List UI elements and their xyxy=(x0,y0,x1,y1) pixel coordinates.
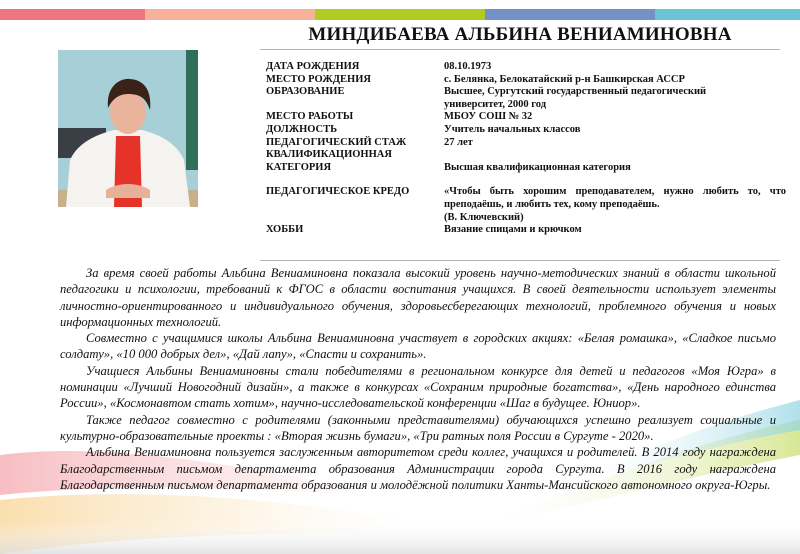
portrait-photo xyxy=(58,50,198,207)
info-label: ХОББИ xyxy=(266,224,304,236)
bio-paragraph: За время своей работы Альбина Вениаминовна показала высокий уровень научно-методических знаний в области школьной педагогики и психологии, требований к ФГОС в области воспитания учащихся. В своей деятельности использует элементы личностно-ориентированного и индивидуального обучения, здоровьесберегающих технологий, проблемного обучения и новых информационных технологий. xyxy=(60,266,776,329)
info-row-credo xyxy=(266,186,786,224)
bio-paragraph: Совместно с учащимися школы Альбина Вениаминовна участвует в городских акциях: «Белая ромашка», «Сладкое письмо солдату», «10 000 добрых дел», «Дай лапу», «Спасти и сохранить». xyxy=(60,331,776,362)
info-row-birth-place xyxy=(266,74,786,87)
portrait-illustration xyxy=(58,50,198,207)
bio-paragraph: Учащиеся Альбины Вениаминовны стали победителями в региональном конкурсе для детей и педагогов «Моя Югра» в номинации «Лучший Новогодний дизайн», а также в конкурсах «Сохраним природные богатства», «День народного единства России», «Космонавтом стать хотим», научно-исследовательской конференции «Шаг в будущее. Юниор». xyxy=(60,363,776,411)
info-value: МБОУ СОШ № 32 xyxy=(444,111,533,123)
strip-segment-cyan xyxy=(655,9,800,20)
info-value xyxy=(444,186,786,224)
info-value: с. Белянка, Белокатайский р-н Башкирская АССР xyxy=(444,73,685,85)
info-label: ПЕДАГОГИЧЕСКОЕ КРЕДО xyxy=(266,186,410,198)
spacer xyxy=(266,174,786,186)
biography-text xyxy=(60,265,776,493)
info-label: ДОЛЖНОСТЬ xyxy=(266,123,338,135)
info-label: ПЕДАГОГИЧЕСКИЙ СТАЖ xyxy=(266,136,407,148)
info-value: Вязание спицами и крючком xyxy=(444,224,582,236)
person-name-title: МИНДИБАЕВА АЛЬБИНА ВЕНИАМИНОВНА xyxy=(308,24,732,45)
info-row-education xyxy=(266,86,786,111)
info-label: КВАЛИФИКАЦИОННАЯ КАТЕГОРИЯ xyxy=(266,149,392,173)
info-divider xyxy=(260,260,780,261)
info-label: МЕСТО РАБОТЫ xyxy=(266,111,354,123)
info-label: МЕСТО РОЖДЕНИЯ xyxy=(266,73,371,85)
info-label: ОБРАЗОВАНИЕ xyxy=(266,86,345,98)
bio-paragraph: Альбина Вениаминовна пользуется заслуженным авторитетом среди коллег, учащихся и родителей. В 2014 году награждена Благодарственным письмом департамента образования Администрации города Сургута. В 2016 году награждена Благодарственным письмом департамента образования и молодёжной политики Ханты-Мансийского автономного округа-Югры. xyxy=(60,445,776,492)
info-value: Высшая квалификационная категория xyxy=(444,161,631,173)
bio-paragraph: Также педагог совместно с родителями (законными представителями) обучающихся успешно реализует социальные и культурно-образовательные проекты : «Вторая жизнь бумаги», «Три ратных поля России в Сургуте - 2020». xyxy=(60,412,776,443)
strip-segment-green xyxy=(315,9,485,20)
info-value: Высшее, Сургутский государственный педагогический университет, 2000 год xyxy=(444,86,707,110)
info-row-hobby xyxy=(266,224,786,237)
color-strip xyxy=(0,9,800,20)
strip-segment-blue xyxy=(485,9,655,20)
strip-segment-peach xyxy=(145,9,315,20)
credo-author: (В. Ключевский) xyxy=(444,211,524,223)
credo-quote: «Чтобы быть хорошим преподавателем, нужно любить то, что преподаёшь, и любить тех, кому преподаёшь. xyxy=(444,186,786,210)
info-row-qualification xyxy=(266,149,786,174)
info-label: ДАТА РОЖДЕНИЯ xyxy=(266,61,360,72)
profile-info-table xyxy=(266,61,786,237)
info-row-workplace xyxy=(266,111,786,124)
info-value: Учитель начальных классов xyxy=(444,123,581,135)
info-row-position xyxy=(266,124,786,137)
info-value: 27 лет xyxy=(444,136,473,148)
info-row-birth-date xyxy=(266,61,786,74)
title-divider xyxy=(260,49,780,50)
info-row-experience xyxy=(266,137,786,150)
info-value: 08.10.1973 xyxy=(444,61,492,72)
strip-segment-pink xyxy=(0,9,145,20)
